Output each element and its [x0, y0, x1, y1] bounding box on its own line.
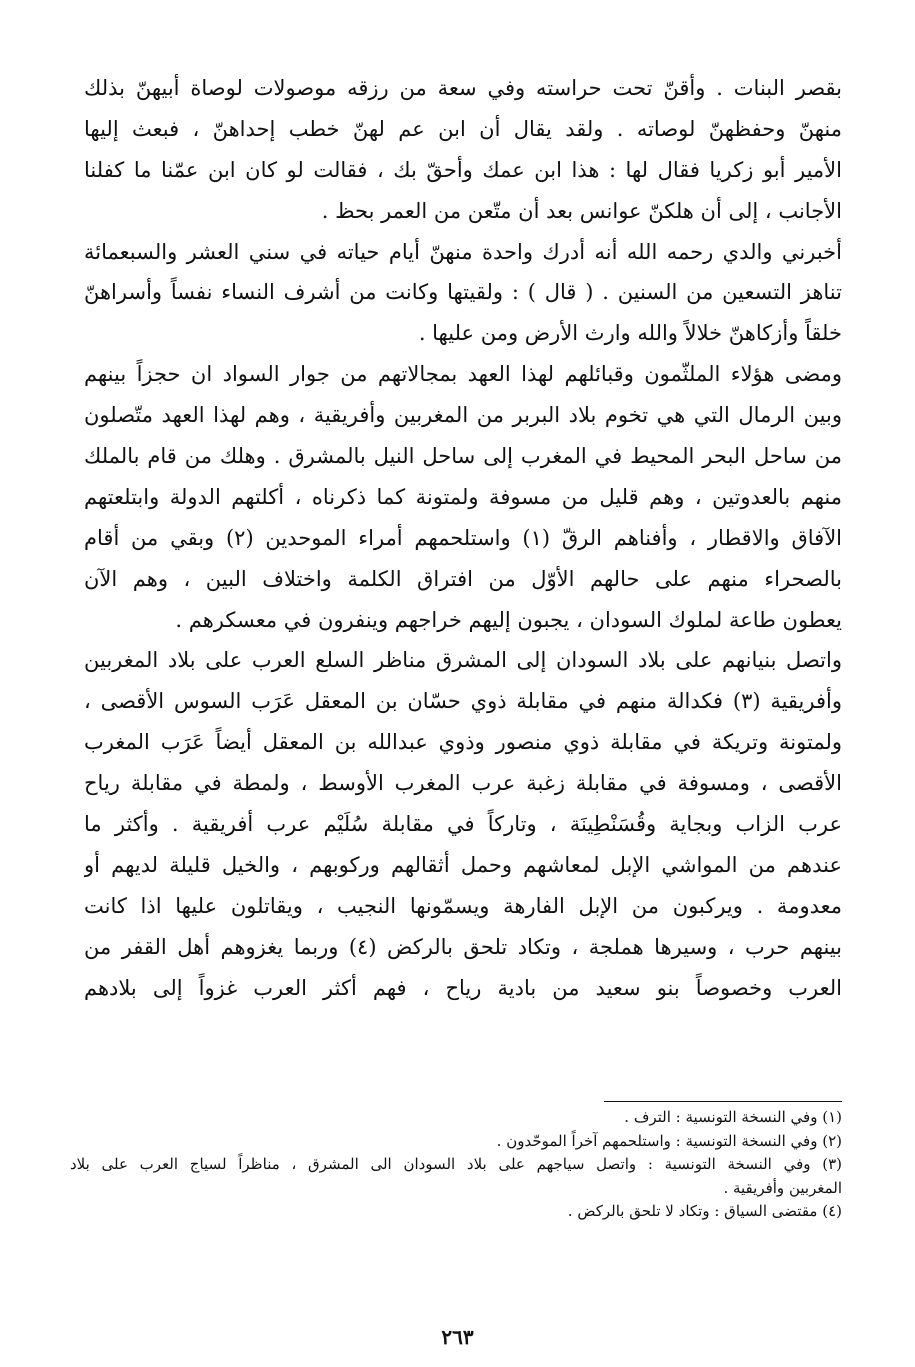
footnote-2: (٢) وفي النسخة التونسية : واستلحمهم آخراً الموحّدون . [496, 1131, 842, 1150]
footnote-3: (٣) وفي النسخة التونسية : واتصل سياجهم على بلاد السودان الى المشرق ، مناظراً لسياج العرب على بلاد [70, 1155, 842, 1173]
text-line: منهم بالعدوتين ، وهم قليل من مسوفة ولمتونة كما ذكرناه ، أكلتهم الدولة وابتلعتهم [84, 484, 842, 509]
text-line: معدومة . ويركبون من الإبل الفارهة ويسمّونها النجيب ، ويقاتلون عليها اذا كانت [84, 893, 842, 918]
text-line: عندهم من المواشي الإبل لمعاشهم وحمل أثقالهم وركوبهم ، والخيل قليلة لديهم أو [84, 852, 842, 877]
text-line: خلقاً وأزكاهنّ خلالاً والله وارث الأرض ومن عليها . [418, 321, 842, 346]
text-line: واتصل بنيانهم على بلاد السودان إلى المشرق مناظر السلع العرب على بلاد المغربين [84, 648, 842, 673]
text-line: أخبرني والدي رحمه الله أنه أدرك واحدة منهنّ أيام حياته في سني العشر والسبعمائة [84, 239, 842, 264]
footnote-1: (١) وفي النسخة التونسية : الترف . [624, 1108, 842, 1126]
text-line: وبين الرمال التي هي تخوم بلاد البربر من المغربين وأفريقية ، وهم لهذا العهد متّصلون [84, 403, 842, 428]
footnote-3-continuation: المغربين وأفريقية . [723, 1178, 842, 1197]
text-line: الآفاق والاقطار ، وأفناهم الرقّ (١) واستلحمهم أمراء الموحدين (٢) وبقي من أقام [84, 525, 842, 550]
text-line: يعطون طاعة لملوك السودان ، يجبون إليهم خراجهم وينفرون في معسكرهم . [175, 607, 842, 632]
footnotes [70, 1106, 842, 1224]
text-line: عرب الزاب وبجاية وقُسَنْطِينَة ، وتاركاً في مقابلة سُلَيْم عرب أفريقية . وأكثر ما [84, 812, 842, 837]
text-line: بينهم حرب ، وسيرها هملجة ، وتكاد تلحق بالركض (٤) وربما يغزوهم أهل القفر من [84, 934, 842, 959]
text-line: ومضى هؤلاء الملثّمون وقبائلهم لهذا العهد بمجالاتهم من جوار السواد ان حجزاً بينهم [84, 362, 842, 387]
text-line: ولمتونة وتريكة في مقابلة ذوي منصور وذوي عبدالله بن المعقل أيضاً عَرَب المغرب [84, 730, 842, 755]
main-text [84, 68, 842, 1008]
text-line: العرب وخصوصاً بنو سعيد من بادية رياح ، فهم أكثر العرب غزواً إلى بلادهم [84, 975, 842, 1000]
text-line: الأقصى ، ومسوفة في مقابلة زغبة عرب المغرب الأوسط ، ولمطة في مقابلة رياح [84, 771, 842, 796]
footnote-4: (٤) مقتضى السياق : وتكاد لا تلحق بالركض . [567, 1202, 842, 1220]
text-line: وأفريقية (٣) فكدالة منهم في مقابلة ذوي حسّان بن المعقل عَرَب السوس الأقصى ، [84, 689, 842, 714]
text-line: منهنّ وحفظهنّ لوصاته . ولقد يقال أن ابن عم لهنّ خطب إحداهنّ ، فبعث إليها [84, 116, 842, 141]
text-line: تناهز التسعين من السنين . ( قال ) : ولقيتها وكانت من أشرف النساء نفساً وأسراهنّ [84, 280, 842, 305]
footnote-separator [604, 1101, 842, 1102]
text-line: الأمير أبو زكريا فقال لها : هذا ابن عمك وأحقّ بك ، فقالت لو كان ابن عمّنا ما كفلنا [84, 157, 842, 182]
text-line: بالصحراء منهم على حالهم الأوّل من افتراق الكلمة واختلاف البين ، وهم الآن [84, 566, 842, 591]
text-line: الأجانب ، إلى أن هلكنّ عوانس بعد أن متّعن من العمر بحظ . [321, 198, 842, 223]
text-line: من ساحل البحر المحيط في المغرب إلى ساحل النيل بالمشرق . وهلك من قام بالملك [84, 444, 842, 469]
text-line: بقصر البنات . وأقنّ تحت حراسته وفي سعة من رزقه موصولات لوصاة أبيهنّ بذلك [84, 76, 842, 100]
page-number: ٢٦٣ [441, 1325, 474, 1349]
